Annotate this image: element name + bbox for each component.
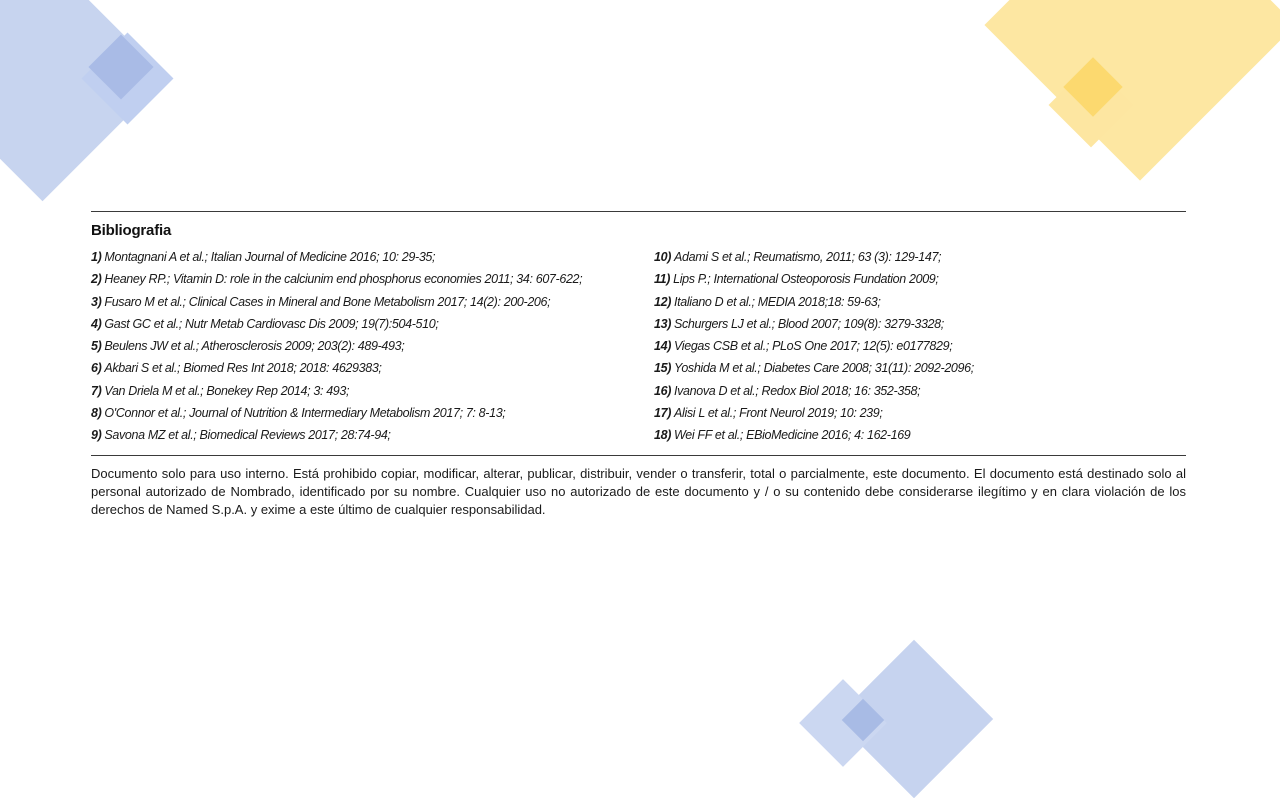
reference-text: Fusaro M et al.; Clinical Cases in Mineral and Bone Metabolism 2017; 14(2): 200-206; — [104, 294, 551, 309]
reference-item — [654, 424, 974, 446]
reference-item — [654, 357, 974, 379]
reference-text: Schurgers LJ et al.; Blood 2007; 109(8): 3279-3328; — [674, 316, 944, 331]
reference-number: 18) — [654, 428, 672, 443]
reference-number: 4) — [91, 316, 102, 331]
reference-number: 8) — [91, 406, 102, 421]
reference-item — [91, 268, 582, 290]
reference-number: 12) — [654, 294, 672, 309]
reference-text: Viegas CSB et al.; PLoS One 2017; 12(5): e0177829; — [674, 339, 953, 354]
reference-number: 13) — [654, 316, 672, 331]
reference-text: Savona MZ et al.; Biomedical Reviews 2017; 28:74-94; — [104, 428, 391, 443]
reference-number: 17) — [654, 406, 672, 421]
reference-number: 3) — [91, 294, 102, 309]
reference-item — [91, 380, 582, 402]
reference-text: Lips P.; International Osteoporosis Fundation 2009; — [673, 272, 939, 287]
reference-item — [91, 357, 582, 379]
reference-item — [91, 402, 582, 424]
reference-text: Heaney RP.; Vitamin D: role in the calciunim end phosphorus economies 2011; 34: 607-622; — [104, 272, 583, 287]
reference-item — [91, 246, 582, 268]
reference-number: 5) — [91, 339, 102, 354]
reference-item — [91, 424, 582, 446]
reference-text: Wei FF et al.; EBioMedicine 2016; 4: 162-169 — [674, 428, 911, 443]
reference-text: Yoshida M et al.; Diabetes Care 2008; 31(11): 2092-2096; — [674, 361, 974, 376]
reference-number: 9) — [91, 428, 102, 443]
reference-item — [654, 402, 974, 424]
reference-text: Adami S et al.; Reumatismo, 2011; 63 (3): 129-147; — [674, 250, 942, 264]
reference-item — [654, 291, 974, 313]
bottom-divider — [91, 455, 1186, 456]
top-divider — [91, 211, 1186, 212]
reference-number: 2) — [91, 272, 102, 287]
reference-number: 6) — [91, 361, 102, 376]
reference-text: Van Driela M et al.; Bonekey Rep 2014; 3: 493; — [104, 383, 350, 398]
reference-item — [654, 380, 974, 402]
bibliography-list-left — [91, 246, 582, 447]
reference-text: Beulens JW et al.; Atherosclerosis 2009; 203(2): 489-493; — [104, 339, 405, 354]
reference-item — [654, 335, 974, 357]
reference-text: Akbari S et al.; Biomed Res Int 2018; 2018: 4629383; — [104, 361, 382, 376]
reference-item — [654, 246, 974, 268]
legal-disclaimer: Documento solo para uso interno. Está prohibido copiar, modificar, alterar, publicar, distribuir, vender o transferir, total o parcialmente, este documento. El documento está destinado solo al personal autorizado de Nombrado, identificado por su nombre. Cualquier uso no autorizado de este documento y / o su contenido debe considerarse ilegítimo y en clara violación de los derechos de Named S.p.A. y exime a este último de cualquier responsabilidad. — [91, 466, 1186, 517]
reference-text: O'Connor et al.; Journal of Nutrition & Intermediary Metabolism 2017; 7: 8-13; — [104, 406, 506, 421]
reference-text: Gast GC et al.; Nutr Metab Cardiovasc Dis 2009; 19(7):504-510; — [104, 316, 439, 331]
reference-number: 14) — [654, 339, 672, 354]
bibliography-title: Bibliografia — [91, 222, 172, 239]
reference-item — [654, 313, 974, 335]
reference-text: Italiano D et al.; MEDIA 2018;18: 59-63; — [674, 294, 881, 309]
reference-number: 15) — [654, 361, 672, 376]
reference-item — [654, 268, 974, 290]
reference-text: Ivanova D et al.; Redox Biol 2018; 16: 352-358; — [674, 383, 921, 398]
reference-item — [91, 335, 582, 357]
reference-text: Montagnani A et al.; Italian Journal of Medicine 2016; 10: 29-35; — [104, 250, 436, 264]
reference-number: 10) — [654, 250, 672, 264]
reference-item — [91, 291, 582, 313]
reference-number: 7) — [91, 383, 102, 398]
decorative-yellow-diamond — [984, 0, 1280, 181]
reference-number: 11) — [654, 272, 671, 287]
reference-number: 16) — [654, 383, 672, 398]
bibliography-list-right — [654, 246, 974, 447]
reference-number: 1) — [91, 250, 102, 264]
reference-text: Alisi L et al.; Front Neurol 2019; 10: 239; — [674, 406, 883, 421]
reference-item — [91, 313, 582, 335]
